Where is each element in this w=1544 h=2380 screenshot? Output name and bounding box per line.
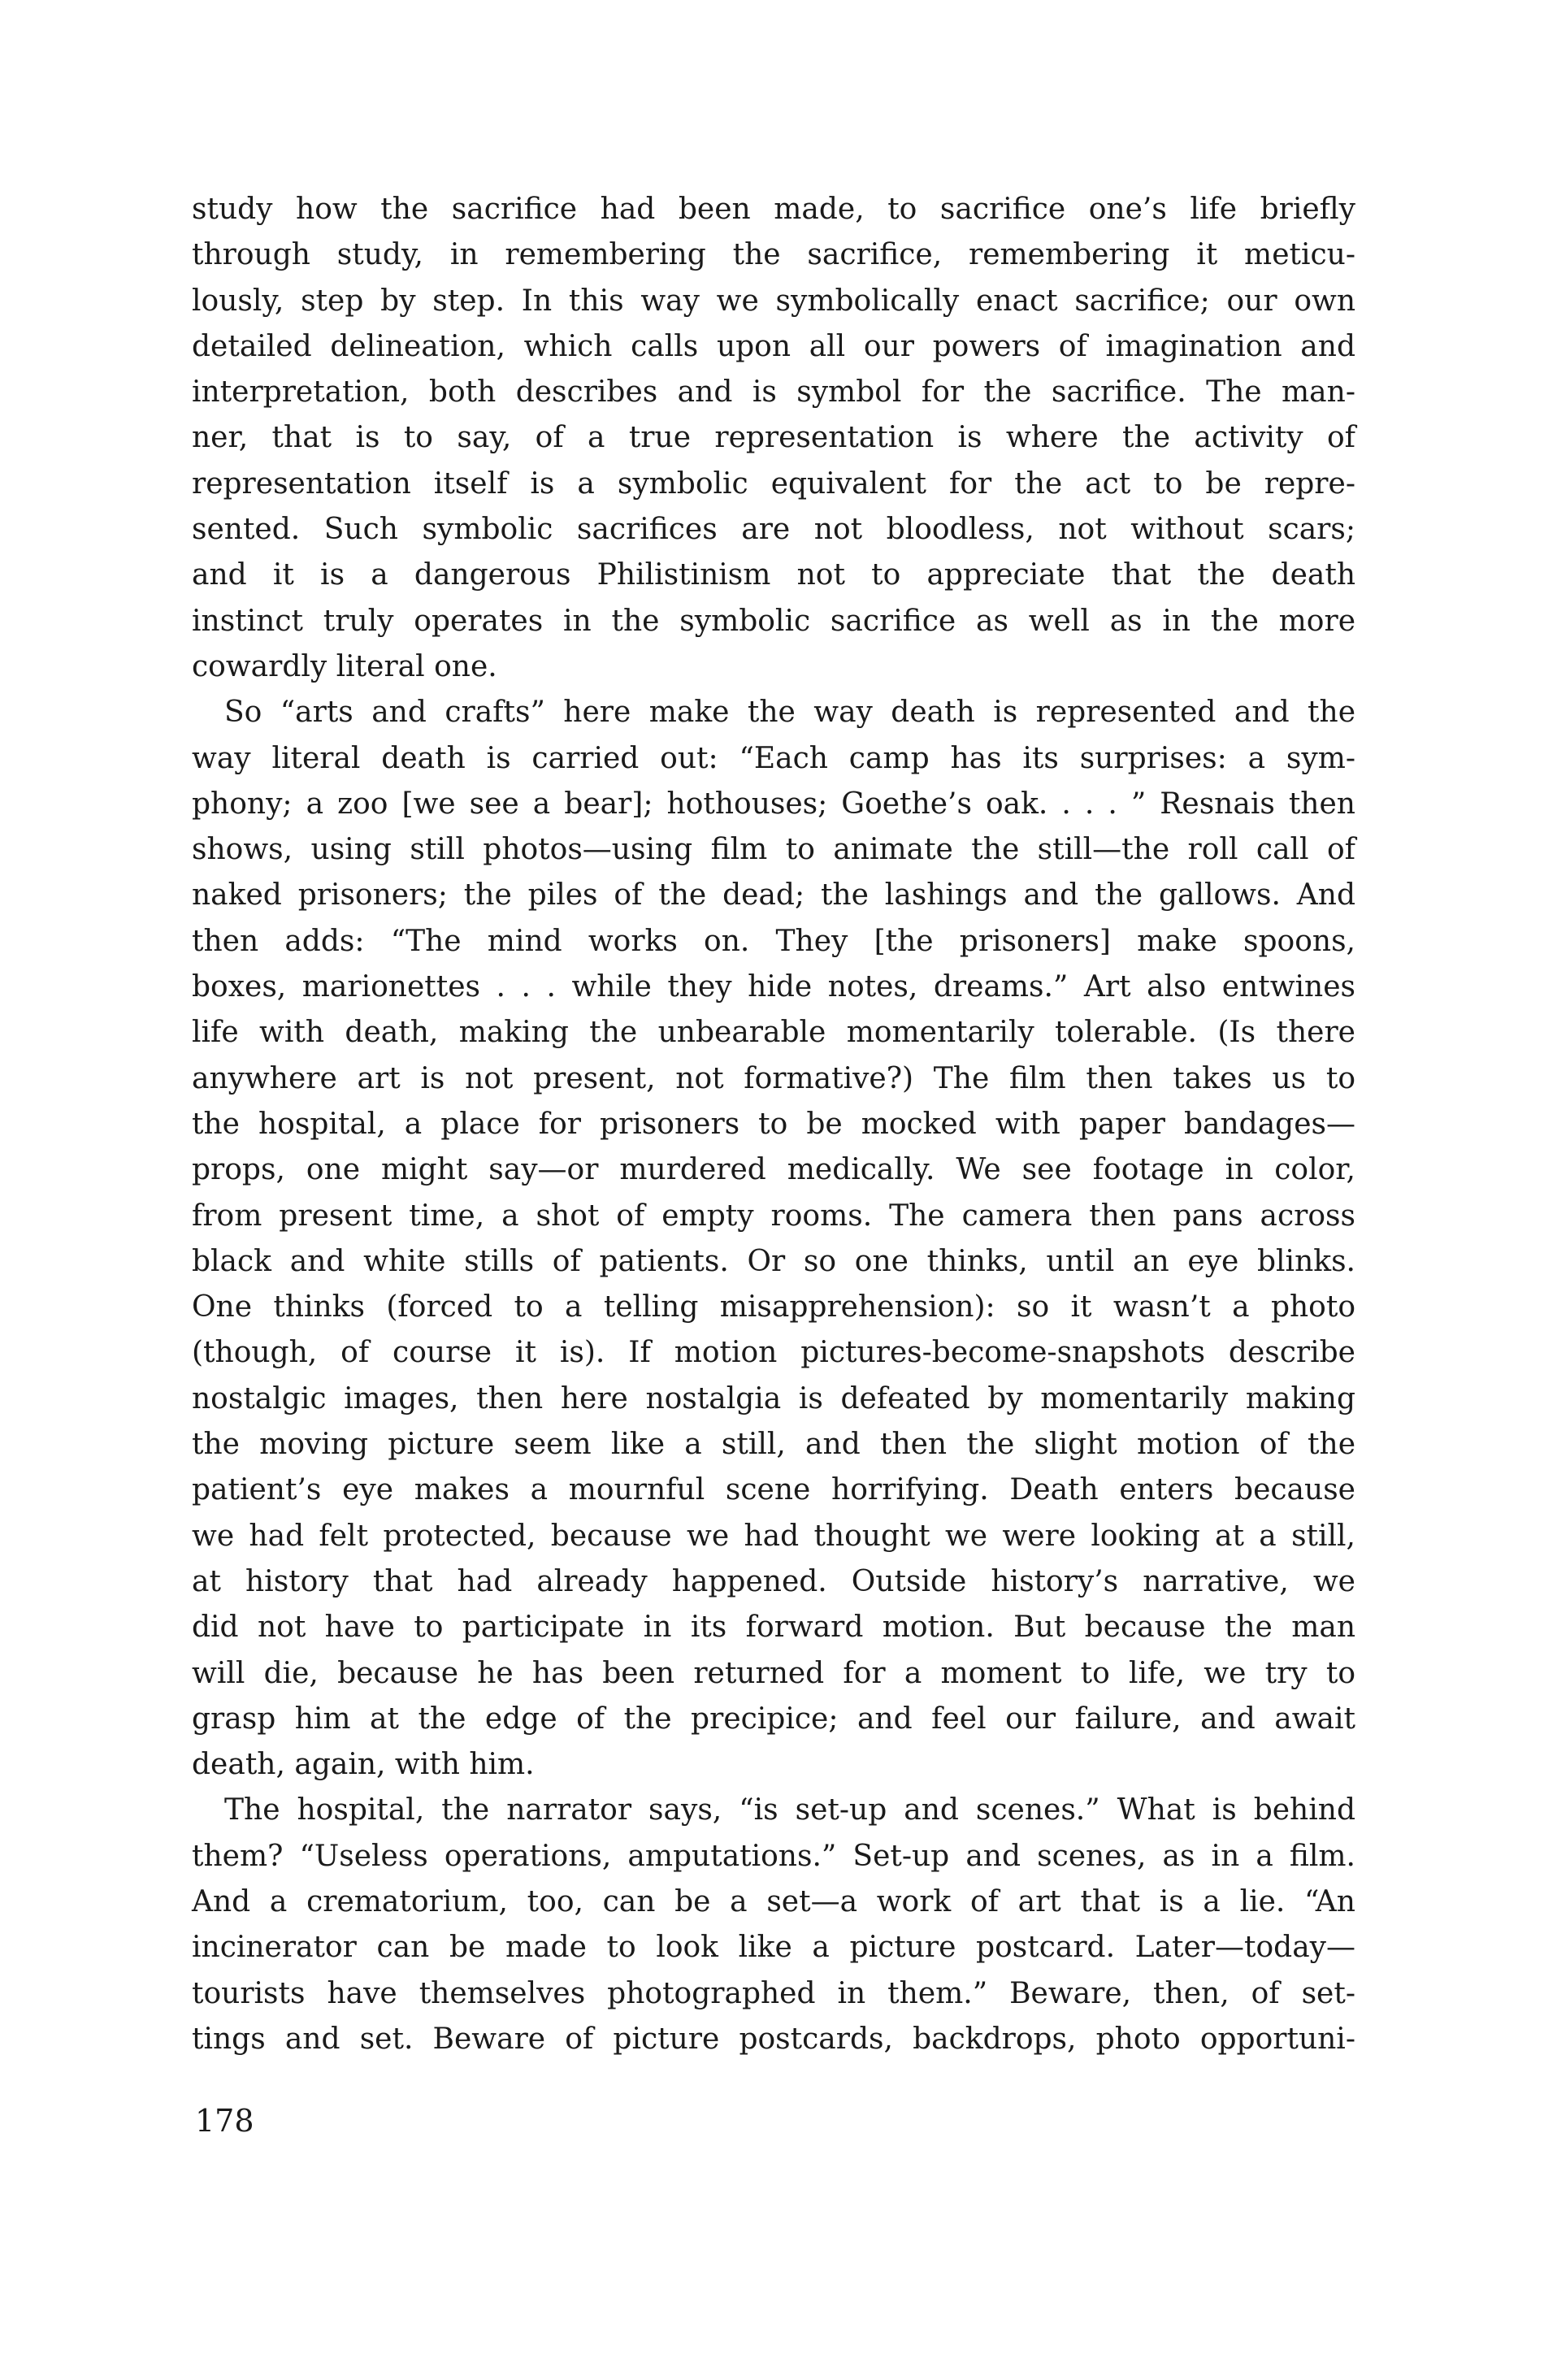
text-line: phony; a zoo [we see a bear]; hothouses; Goethe’s oak. . . . ” Resnais then (192, 787, 1355, 821)
text-line: will die, because he has been returned for a moment to life, we try to (192, 1656, 1355, 1690)
text-line: then adds: “The mind works on. They [the prisoners] make spoons, (192, 924, 1355, 958)
text-line: life with death, making the unbearable momentarily tolerable. (Is there (192, 1016, 1355, 1050)
text-line: and it is a dangerous Philistinism not to appreciate that the death (192, 558, 1355, 592)
text-line: interpretation, both describes and is symbol for the sacrifice. The man- (192, 375, 1355, 410)
text-line: death, again, with him. (192, 1748, 535, 1782)
text-line: representation itself is a symbolic equivalent for the act to be repre- (192, 466, 1355, 501)
text-line: And a crematorium, too, can be a set—a work of art that is a lie. “An (192, 1884, 1355, 1918)
text-line: naked prisoners; the piles of the dead; the lashings and the gallows. And (192, 878, 1355, 913)
text-line: way literal death is carried out: “Each camp has its surprises: a sym- (192, 741, 1355, 775)
text-line: the moving picture seem like a still, and then the slight motion of the (192, 1428, 1355, 1462)
text-line: boxes, marionettes . . . while they hide notes, dreams.” Art also entwines (192, 970, 1355, 1004)
text-line: through study, in remembering the sacrifice, remembering it meticu- (192, 238, 1355, 272)
text-line: detailed delineation, which calls upon all our powers of imagination and (192, 329, 1355, 363)
text-line: cowardly literal one. (192, 649, 497, 683)
text-line: sented. Such symbolic sacrifices are not bloodless, not without scars; (192, 513, 1355, 547)
text-line: black and white stills of patients. Or so one thinks, until an eye blinks. (192, 1244, 1355, 1278)
text-line: grasp him at the edge of the precipice; and feel our failure, and await (192, 1702, 1355, 1736)
text-line: ner, that is to say, of a true representation is where the activity of (192, 421, 1355, 455)
text-line: nostalgic images, then here nostalgia is defeated by momentarily making (192, 1381, 1355, 1415)
text-line: patient’s eye makes a mournful scene horrifying. Death enters because (192, 1473, 1355, 1507)
text-line: One thinks (forced to a telling misapprehension): so it wasn’t a photo (192, 1290, 1355, 1324)
text-line: tings and set. Beware of picture postcards, backdrops, photo opportuni- (192, 2022, 1355, 2056)
text-line: the hospital, a place for prisoners to be mocked with paper bandages— (192, 1107, 1355, 1141)
text-line: did not have to participate in its forward motion. But because the man (192, 1611, 1355, 1645)
text-line: tourists have themselves photographed in them.” Beware, then, of set- (192, 1976, 1355, 2010)
text-line: we had felt protected, because we had thought we were looking at a still, (192, 1519, 1355, 1553)
text-line: props, one might say—or murdered medically. We see footage in color, (192, 1153, 1355, 1187)
body-text (192, 187, 1355, 2062)
text-line: The hospital, the narrator says, “is set-up and scenes.” What is behind (224, 1793, 1355, 1827)
text-line: (though, of course it is). If motion pictures-become-snapshots describe (192, 1336, 1355, 1370)
text-line: lously, step by step. In this way we symbolically enact sacrifice; our own (192, 284, 1355, 318)
text-line: So “arts and crafts” here make the way death is represented and the (224, 696, 1355, 730)
text-line: them? “Useless operations, amputations.” Set-up and scenes, as in a film. (192, 1839, 1355, 1873)
text-line: from present time, a shot of empty rooms. The camera then pans across (192, 1199, 1355, 1233)
page-number: 178 (195, 2103, 254, 2139)
text-line: incinerator can be made to look like a picture postcard. Later—today— (192, 1931, 1355, 1965)
text-line: shows, using still photos—using film to animate the still—the roll call of (192, 833, 1355, 867)
text-line: anywhere art is not present, not formative?) The film then takes us to (192, 1061, 1355, 1095)
text-line: study how the sacrifice had been made, to sacrifice one’s life briefly (192, 193, 1355, 226)
text-line: instinct truly operates in the symbolic sacrifice as well as in the more (192, 604, 1355, 638)
text-line: at history that had already happened. Outside history’s narrative, we (192, 1564, 1355, 1598)
